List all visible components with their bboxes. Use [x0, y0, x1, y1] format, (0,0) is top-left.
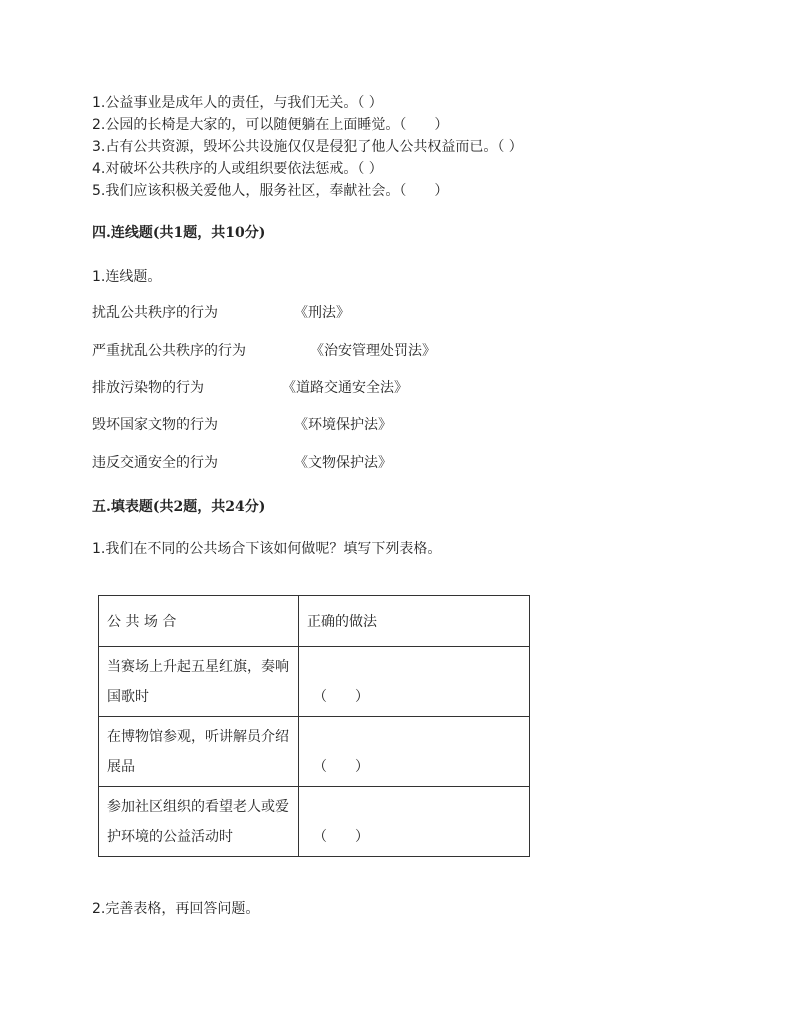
- table-cell-answer-blank[interactable]: （ ）: [313, 758, 369, 775]
- match-left-2: 严重扰乱公共秩序的行为: [92, 343, 246, 359]
- match-right-2: 《治安管理处罚法》: [310, 343, 436, 359]
- table-header-answer: 正确的做法: [299, 596, 530, 647]
- match-right-3: 《道路交通安全法》: [282, 380, 408, 396]
- true-false-list: [92, 92, 523, 202]
- match-right-5: 《文物保护法》: [294, 455, 392, 471]
- tf-item-3: 3.占有公共资源，毁坏公共设施仅仅是侵犯了他人公共权益而已。（ ）: [92, 139, 523, 155]
- match-left-4: 毁坏国家文物的行为: [92, 417, 218, 433]
- table-header-place: 公 共 场 合: [99, 596, 299, 647]
- tf-item-4: 4.对破坏公共秩序的人或组织要依法惩戒。（ ）: [92, 161, 383, 177]
- match-left-3: 排放污染物的行为: [92, 380, 204, 396]
- tf-item-1: 1.公益事业是成年人的责任，与我们无关。（ ）: [92, 95, 383, 111]
- section5-question-1: 1.我们在不同的公共场合下该如何做呢？填写下列表格。: [92, 541, 442, 557]
- match-left-1: 扰乱公共秩序的行为: [92, 305, 218, 321]
- section5-question-2: 2.完善表格，再回答问题。: [92, 901, 260, 917]
- match-left-5: 违反交通安全的行为: [92, 455, 218, 471]
- table-cell-answer-blank[interactable]: （ ）: [313, 828, 369, 845]
- table-cell-place: 当赛场上升起五星红旗，奏响国歌时: [107, 658, 289, 705]
- section4-question: 1.连线题。: [92, 269, 162, 285]
- fill-in-table: [98, 595, 530, 857]
- table-cell-place: 在博物馆参观，听讲解员介绍展品: [107, 728, 289, 775]
- table-row: [99, 787, 530, 857]
- table-row: [99, 717, 530, 787]
- tf-item-2: 2.公园的长椅是大家的，可以随便躺在上面睡觉。（ ）: [92, 117, 449, 133]
- table-row: [99, 647, 530, 717]
- tf-item-5: 5.我们应该积极关爱他人，服务社区，奉献社会。（ ）: [92, 183, 449, 199]
- section4-title: 四.连线题(共1题，共10分): [92, 225, 266, 241]
- section5-title: 五.填表题(共2题，共24分): [92, 499, 266, 515]
- match-right-1: 《刑法》: [294, 305, 350, 321]
- table-header-row: [99, 596, 530, 647]
- table-cell-place: 参加社区组织的看望老人或爱护环境的公益活动时: [107, 798, 289, 845]
- table-cell-answer-blank[interactable]: （ ）: [313, 688, 369, 705]
- match-right-4: 《环境保护法》: [294, 417, 392, 433]
